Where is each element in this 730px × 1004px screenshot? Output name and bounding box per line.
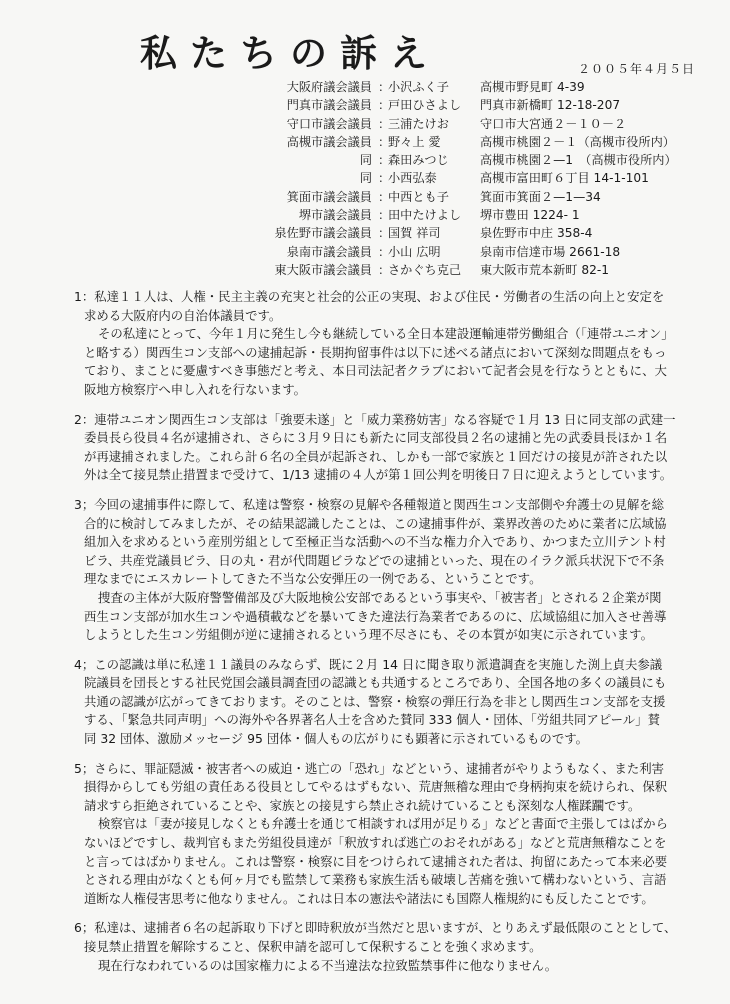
signer-row — [240, 169, 710, 187]
signer-separator: ： — [378, 153, 391, 168]
signer-role: 守口市議会議員 — [286, 116, 372, 131]
paragraph-line: と略する）関西生コン支部への逮捕起訴・長期拘留事件は以下に述べる諸点において深刻な問題点をもっ — [84, 344, 667, 360]
paragraph-line: 西生コン支部が加水生コンや過積載などを暴いてきた違法行為業者であるのに、広域協組に加入させ善導 — [84, 608, 667, 624]
paragraph-line: 3；今回の逮捕事件に際して、私達は警察・検察の見解や各種報道と関西生コン支部側や弁護士の見解を総 — [74, 496, 664, 512]
signer-row — [240, 133, 710, 151]
signer-role: 大阪府議会議員 — [286, 80, 372, 94]
paragraph-line: 請求すら拒絶されていることや、家族との接見すら禁止され続けていることも深刻な人権蹂躙です。 — [84, 797, 641, 813]
paragraph-line: 検察官は「妻が接見しなくとも弁護士を通じて相談すれば用が足りる」などと書面で主張してはばから — [98, 816, 668, 832]
signer-role: 泉佐野市議会議員 — [274, 226, 372, 241]
paragraph — [74, 411, 684, 485]
paragraph-line: 4；この認識は単に私達１１議員のみならず、既に２月 14 日に聞き取り派遣調査を実施した渕上貞夫参議 — [74, 656, 663, 672]
paragraph — [74, 919, 684, 975]
paragraph-line: 2：連帯ユニオン関西生コン支部は「強要未遂」と「威力業務妨害」なる容疑で１月 13 日に同支部の武建一 — [74, 411, 676, 427]
signer-name: 野々上 愛 — [388, 134, 441, 149]
paragraph-line: 1：私達１１人は、人権・民主主義の充実と社会的公正の実現、および住民・労働者の生活の向上と安定を — [74, 289, 665, 304]
paragraph — [74, 760, 684, 909]
paragraph — [74, 288, 684, 400]
signer-row — [240, 206, 710, 224]
paragraph-line: 同 32 団体、激励メッセージ 95 団体・個人もの広がりにも顕著に示されているものです。 — [84, 731, 589, 747]
signer-row — [240, 243, 710, 261]
signer-separator: ： — [378, 134, 391, 149]
signer-role: 泉南市議会議員 — [286, 244, 372, 259]
signer-name: 国賀 祥司 — [388, 226, 441, 241]
signer-role: 門真市議会議員 — [286, 98, 372, 113]
signer-name: 森田みつじ — [388, 153, 449, 168]
signer-separator: ： — [378, 226, 391, 241]
document-date: ２００５年４月５日 — [578, 62, 696, 76]
signer-separator: ： — [378, 171, 391, 186]
paragraph-line: ないほどですし、裁判官もまた労組役員達が「釈放すれば逃亡のおそれがある」などと荒唐無稽なことを — [84, 835, 667, 851]
signer-separator: ： — [378, 189, 391, 204]
signer-role: 高槻市議会議員 — [286, 134, 372, 149]
signer-name: さかぐち克己 — [388, 262, 462, 277]
signer-list — [240, 78, 710, 279]
signer-address: 守口市大宮通２－１０－２ — [480, 116, 627, 131]
paragraph-line: 組加入を求めるという産別労組として至極正当な活動への不当な権力介入であり、かつまた立川テント村 — [84, 534, 666, 550]
signer-address: 高槻市富田町６丁目 14-1-101 — [480, 171, 649, 186]
paragraph-line: する、「緊急共同声明」への海外や各界著名人士を含めた賛同 333 個人・団体、「労組共同アピール」賛 — [84, 712, 660, 728]
signer-name: 小西弘泰 — [388, 171, 437, 186]
signer-separator: ： — [378, 116, 391, 131]
paragraph-line: 6；私達は、逮捕者６名の起訴取り下げと即時釈放が当然だと思いますが、とりあえず最低限のこととして、 — [74, 920, 677, 936]
signer-role: 東大阪市議会議員 — [274, 262, 372, 277]
signer-row — [240, 261, 710, 279]
paragraph-line: とされる理由がなくとも何ヶ月でも監禁して業務も家族生活も破壊し苦痛を強いて構わないという、言語 — [84, 872, 667, 888]
signer-row — [240, 78, 710, 96]
signer-address: 泉佐野市中庄 358-4 — [480, 226, 593, 241]
page-title: 私たちの訴え — [140, 31, 440, 75]
signer-address: 堺市豊田 1224- 1 — [480, 208, 580, 223]
signer-role: 箕面市議会議員 — [286, 189, 372, 204]
paragraph-line: 委員長ら役員４名が逮捕され、さらに３月９日にも新たに同支部役員２名の逮捕と先の武委員長ほか１名 — [84, 430, 668, 446]
paragraph — [74, 496, 684, 645]
signer-address: 高槻市野見町 4-39 — [480, 80, 585, 94]
signer-separator: ： — [378, 208, 391, 223]
paragraph-line: 理なまでにエスカレートしてきた不当な公安弾圧の一例である、ということです。 — [84, 571, 542, 587]
paragraph-line: ており、まことに憂慮すべき事態だと考え、本日司法記者クラブにおいて記者会見を行なうとともに、大 — [84, 363, 667, 379]
paragraph-line: 求める大阪府内の自治体議員です。 — [84, 307, 282, 323]
signer-separator: ： — [378, 98, 391, 113]
signer-address: 高槻市桃園２—1 （高槻市役所内） — [480, 153, 677, 168]
paragraph-line: ビラ、共産党議員ビラ、日の丸・君が代問題ビラなどでの逮捕といった、現在のイラク派兵状況下で不条 — [84, 552, 665, 568]
paragraph-line: 道断な人権侵害思考に他なりません。これは日本の憲法や諸法にも国際人権規約にも反したことです。 — [84, 890, 654, 906]
signer-row — [240, 151, 710, 169]
paragraph-line: 院議員を団長とする社民党国会議員調査団の認識とも共通するところであり、全国各地の多くの議員にも — [84, 675, 667, 691]
paragraph-line: が再逮捕されました。これら計６名の全員が起訴され、しかも一部で家族と１回だけの接見が許された以 — [84, 448, 668, 464]
paragraph-line: 現在行なわれているのは国家権力による不当違法な拉致監禁事件に他なりません。 — [98, 957, 558, 973]
signer-name: 小山 広明 — [388, 244, 441, 259]
paragraph-line: 阪地方検察庁へ申し入れを行ないます。 — [84, 381, 307, 397]
paragraph-line: 合的に検討してみましたが、その結果認識したことは、この逮捕事件が、業界改善のために業者に広域協 — [84, 515, 667, 531]
signer-name: 小沢ふく子 — [388, 80, 449, 94]
body-text — [74, 288, 684, 986]
signer-separator: ： — [378, 80, 391, 94]
signer-address: 高槻市桃園２－１（高槻市役所内） — [480, 134, 675, 149]
paragraph-line: 共通の認識が広がってきております。そのことは、警察・検察の弾圧行為を非とし関西生コン支部を支援 — [84, 693, 666, 709]
signer-name: 三浦たけお — [388, 116, 449, 131]
signer-role: 堺市議会議員 — [298, 208, 372, 223]
signer-name: 戸田ひさよし — [388, 98, 462, 113]
paragraph-line: 損得からしても労組の責任ある役員としてやるはずもない、荒唐無稽な理由で身柄拘束を続けられ、保釈 — [84, 779, 668, 795]
paragraph-line: 外は全て接見禁止措置まで受けて、1/13 逮捕の４人が第１回公判を明後日７日に迎えようとしています。 — [84, 467, 673, 483]
signer-address: 箕面市箕面２—1—34 — [480, 189, 601, 204]
signer-role: 同 — [359, 153, 372, 168]
paragraph-line: 接見禁止措置を解除すること、保釈申請を認可して保釈することを強く求めます。 — [84, 939, 542, 954]
signer-row — [240, 96, 710, 114]
paragraph-line: その私達にとって、今年１月に発生し今も継続している全日本建設運輸連帯労働組合（「連帯ユニオン」 — [98, 326, 674, 342]
signer-address: 東大阪市荒本新町 82-1 — [480, 262, 610, 277]
signer-row — [240, 188, 710, 206]
paragraph — [74, 656, 684, 749]
signer-name: 中西とも子 — [388, 189, 449, 204]
paragraph-line: 5；さらに、罪証隠滅・被害者への威迫・逃亡の「恐れ」などという、逮捕者がやりようもなく、また利害 — [74, 760, 664, 776]
paragraph-line: しようとした生コン労組側が逆に逮捕されるという理不尽さにも、その本質が如実に示されています。 — [84, 627, 653, 643]
signer-role: 同 — [359, 171, 372, 186]
signer-separator: ： — [378, 262, 391, 277]
signer-row — [240, 115, 710, 133]
paragraph-line: と言ってはばかりません。これは警察・検察に目をつけられて逮捕された者は、拘留にあたって本来必要 — [84, 853, 668, 869]
signer-address: 泉南市信達市場 2661-18 — [480, 244, 621, 259]
signer-address: 門真市新橋町 12-18-207 — [480, 98, 621, 113]
paragraph-line: 捜査の主体が大阪府警警備部及び大阪地検公安部であるという事実や、「被害者」とされる２企業が関 — [98, 589, 662, 605]
signer-name: 田中たけよし — [388, 208, 462, 223]
signer-row — [240, 224, 710, 242]
signer-separator: ： — [378, 244, 391, 259]
